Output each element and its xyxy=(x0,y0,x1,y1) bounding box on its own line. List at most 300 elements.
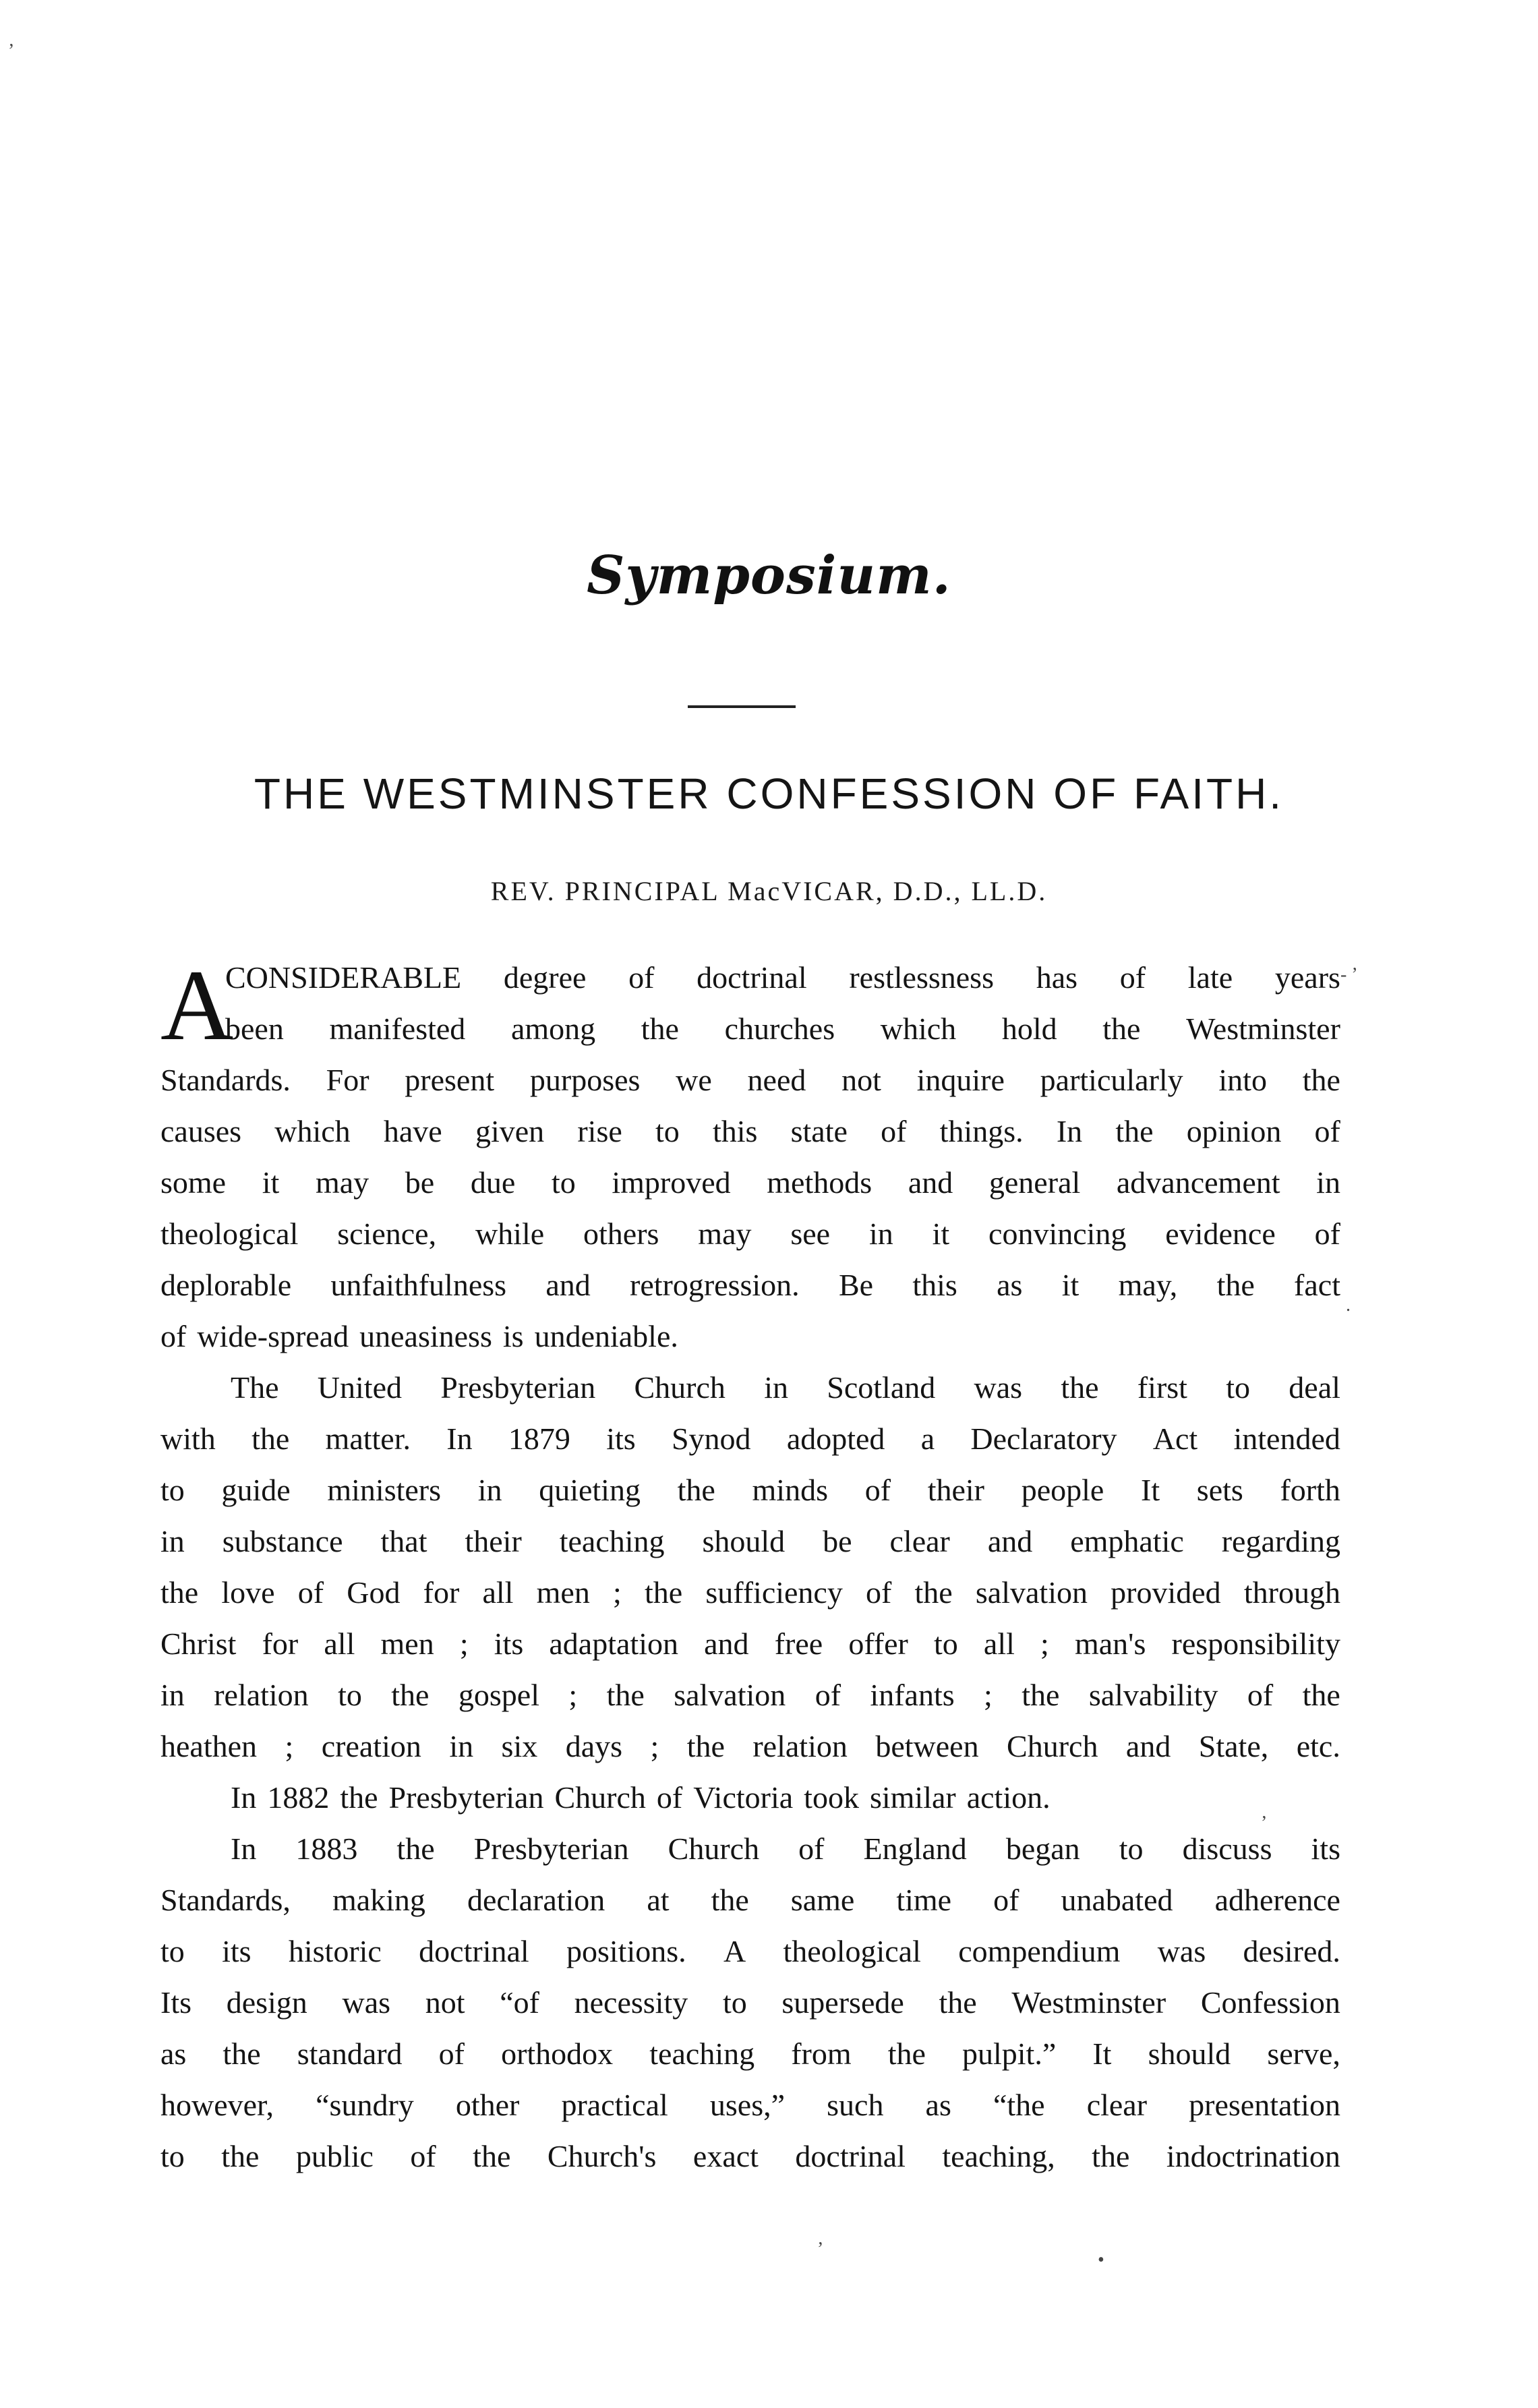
word: improved xyxy=(612,1165,731,1200)
word: Westminster xyxy=(1011,1985,1166,2020)
article-author: REV. PRINCIPAL MacVICAR, D.D., LL.D. xyxy=(490,876,1048,906)
word: into xyxy=(1218,1063,1267,1097)
word: restlessness xyxy=(849,960,994,995)
word: and xyxy=(545,1268,591,1302)
word: the xyxy=(1092,2139,1130,2173)
word: action. xyxy=(966,1780,1051,1815)
word: to xyxy=(722,1985,747,2020)
word: teaching xyxy=(649,2036,755,2071)
word: historic xyxy=(288,1934,382,1968)
word: others xyxy=(583,1216,659,1251)
word: relation xyxy=(214,1678,309,1712)
word: Presbyterian xyxy=(440,1370,596,1405)
word: the xyxy=(1302,1678,1340,1712)
word: Victoria xyxy=(693,1780,794,1815)
word: of xyxy=(297,1575,324,1610)
scan-speck: • xyxy=(1098,2250,1104,2270)
word: necessity xyxy=(574,1985,688,2020)
word: adopted xyxy=(786,1421,885,1456)
word: of xyxy=(881,1114,907,1148)
word: not xyxy=(425,1985,465,2020)
word: of xyxy=(1119,960,1146,995)
text-line xyxy=(160,1106,1340,1157)
word: the xyxy=(914,1575,953,1610)
word: methods xyxy=(767,1165,872,1200)
word: the xyxy=(686,1729,725,1763)
word: presentation xyxy=(1189,2088,1340,2122)
word: clear xyxy=(889,1524,950,1558)
word: in xyxy=(764,1370,788,1405)
word: the xyxy=(1061,1370,1099,1405)
word: to xyxy=(551,1165,576,1200)
word: purposes xyxy=(529,1063,641,1097)
word: salvability xyxy=(1088,1678,1218,1712)
word: Church xyxy=(554,1780,646,1815)
word: doctrinal xyxy=(419,1934,529,1968)
word: A xyxy=(723,1934,746,1968)
word: began xyxy=(1005,1831,1080,1866)
word: between xyxy=(875,1729,979,1763)
word: undeniable. xyxy=(534,1319,678,1353)
word: in xyxy=(449,1729,474,1763)
word: matter. xyxy=(325,1421,411,1456)
word: gospel xyxy=(458,1678,539,1712)
word: advancement xyxy=(1116,1165,1280,1200)
text-line xyxy=(160,2028,1340,2080)
word: present xyxy=(405,1063,495,1097)
word: ; xyxy=(650,1729,659,1763)
text-line xyxy=(160,1413,1340,1465)
word: desired. xyxy=(1243,1934,1340,1968)
word: days xyxy=(565,1729,623,1763)
word: to xyxy=(934,1626,958,1661)
word: six xyxy=(501,1729,538,1763)
word: In xyxy=(446,1421,473,1456)
word: State, xyxy=(1198,1729,1269,1763)
word: time xyxy=(896,1883,952,1917)
word: 1883 xyxy=(295,1831,358,1866)
word: the xyxy=(223,2036,261,2071)
word: ; xyxy=(459,1626,469,1661)
text-line xyxy=(160,1618,1340,1670)
word: in xyxy=(160,1678,185,1712)
word: teaching xyxy=(559,1524,665,1558)
word: to xyxy=(1119,1831,1144,1866)
word: Church xyxy=(634,1370,726,1405)
word: minds xyxy=(752,1473,828,1507)
word: creation xyxy=(321,1729,421,1763)
scan-speck: ’ xyxy=(817,2239,824,2260)
word: was xyxy=(1157,1934,1206,1968)
word: its xyxy=(606,1421,636,1456)
word: adaptation xyxy=(549,1626,678,1661)
word: the xyxy=(1102,1011,1141,1046)
word: be xyxy=(823,1524,852,1558)
text-line xyxy=(160,1003,1340,1055)
word: in xyxy=(1316,1165,1340,1200)
word: however, xyxy=(160,2088,274,2122)
word: unabated xyxy=(1061,1883,1173,1917)
word: its xyxy=(494,1626,524,1661)
word: responsibility xyxy=(1171,1626,1340,1661)
word: love xyxy=(221,1575,275,1610)
word: God xyxy=(347,1575,401,1610)
word: Confession xyxy=(1200,1985,1340,2020)
word: indoctrination xyxy=(1166,2139,1340,2173)
word: have xyxy=(383,1114,442,1148)
word: In xyxy=(231,1780,257,1815)
word: of xyxy=(410,2139,436,2173)
text-line xyxy=(160,1055,1340,1106)
word: hold xyxy=(1001,1011,1057,1046)
word: of xyxy=(656,1780,683,1815)
word: men xyxy=(380,1626,434,1661)
word: the xyxy=(887,2036,926,2071)
word: some xyxy=(160,1165,227,1200)
word: It xyxy=(1141,1473,1160,1507)
word: due xyxy=(470,1165,516,1200)
word: the xyxy=(391,1678,430,1712)
word: of xyxy=(1314,1114,1340,1148)
word: ministers xyxy=(327,1473,442,1507)
word: discuss xyxy=(1182,1831,1272,1866)
word: we xyxy=(676,1063,712,1097)
word: Its xyxy=(160,1985,191,2020)
word: of xyxy=(866,1575,892,1610)
word: a xyxy=(920,1421,935,1456)
word: man's xyxy=(1074,1626,1146,1661)
word: same xyxy=(790,1883,855,1917)
scan-speck: . xyxy=(1346,1295,1351,1316)
text-line xyxy=(160,2080,1340,2131)
text-line xyxy=(160,1926,1340,1977)
word: should xyxy=(702,1524,786,1558)
paragraph xyxy=(160,1823,1340,2182)
text-line xyxy=(160,1670,1340,1721)
word: of xyxy=(864,1473,891,1507)
word: such xyxy=(827,2088,884,2122)
paragraph xyxy=(160,1362,1340,1772)
word: with xyxy=(160,1421,216,1456)
word: science, xyxy=(337,1216,437,1251)
text-line xyxy=(160,1567,1340,1618)
word: the xyxy=(1216,1268,1255,1302)
word: regarding xyxy=(1221,1524,1340,1558)
word: Presbyterian xyxy=(388,1780,544,1815)
word: clear xyxy=(1086,2088,1148,2122)
word: standard xyxy=(297,2036,403,2071)
word: uses,” xyxy=(709,2088,786,2122)
word: adherence xyxy=(1214,1883,1340,1917)
word: see xyxy=(790,1216,831,1251)
word: was xyxy=(342,1985,391,2020)
word: intended xyxy=(1233,1421,1340,1456)
word: fact xyxy=(1294,1268,1340,1302)
text-line xyxy=(160,1823,1340,1875)
word: offer xyxy=(848,1626,908,1661)
word: 1882 xyxy=(267,1780,330,1815)
word: Scotland xyxy=(827,1370,936,1405)
word: unfaithfulness xyxy=(330,1268,507,1302)
word: making xyxy=(332,1883,425,1917)
word: it xyxy=(262,1165,280,1200)
word: guide xyxy=(221,1473,291,1507)
text-line xyxy=(160,2131,1340,2182)
scan-speck: - ’ xyxy=(1340,964,1358,985)
word: salvation xyxy=(674,1678,786,1712)
word: from xyxy=(791,2036,852,2071)
word: Declaratory xyxy=(970,1421,1117,1456)
word: the xyxy=(160,1575,199,1610)
word: ; xyxy=(568,1678,578,1712)
word: of xyxy=(798,1831,825,1866)
word: Act xyxy=(1152,1421,1198,1456)
word: Church xyxy=(1007,1729,1098,1763)
word: Standards. xyxy=(160,1063,291,1097)
text-line xyxy=(160,1157,1340,1208)
word: for xyxy=(423,1575,460,1610)
word: to xyxy=(1226,1370,1251,1405)
word: may xyxy=(315,1165,369,1200)
page-title: Symposium. xyxy=(587,545,951,606)
word: churches xyxy=(724,1011,835,1046)
word: the xyxy=(221,2139,260,2173)
word: similar xyxy=(869,1780,956,1815)
word: among xyxy=(510,1011,596,1046)
word: infants xyxy=(870,1678,955,1712)
word: theological xyxy=(160,1216,299,1251)
word: the xyxy=(606,1678,645,1712)
text-line xyxy=(160,1362,1340,1413)
word: the xyxy=(644,1575,683,1610)
word: which xyxy=(880,1011,957,1046)
word: the xyxy=(1302,1063,1340,1097)
word: Church's xyxy=(547,2139,657,2173)
word: ; xyxy=(1040,1626,1049,1661)
word: heathen xyxy=(160,1729,258,1763)
word: may, xyxy=(1118,1268,1178,1302)
word: Church xyxy=(668,1831,760,1866)
word: sufficiency xyxy=(705,1575,843,1610)
word: the xyxy=(711,1883,749,1917)
word: emphatic xyxy=(1070,1524,1184,1558)
scan-speck: ’ xyxy=(8,40,15,61)
word: their xyxy=(465,1524,522,1558)
word: rise xyxy=(577,1114,622,1148)
word: Be xyxy=(838,1268,874,1302)
word: practical xyxy=(561,2088,668,2122)
line-text xyxy=(225,952,1340,1003)
word: as xyxy=(925,2088,951,2122)
word: Christ xyxy=(160,1626,237,1661)
word: forth xyxy=(1280,1473,1340,1507)
text-line xyxy=(160,1721,1340,1772)
word: and xyxy=(987,1524,1033,1558)
word: the xyxy=(1115,1114,1154,1148)
text-line xyxy=(160,1260,1340,1311)
word: the xyxy=(1022,1678,1060,1712)
word: and xyxy=(704,1626,749,1661)
word: general xyxy=(988,1165,1081,1200)
word: “of xyxy=(500,1985,539,2020)
word: to xyxy=(338,1678,362,1712)
word: orthodox xyxy=(501,2036,614,2071)
word: of xyxy=(1247,1678,1274,1712)
word: Presbyterian xyxy=(473,1831,629,1866)
word: 1879 xyxy=(508,1421,570,1456)
word: the xyxy=(939,1985,977,2020)
word: The xyxy=(231,1370,279,1405)
word: while xyxy=(475,1216,545,1251)
word: CONSIDERABLE xyxy=(225,960,462,995)
word: to xyxy=(160,1473,185,1507)
text-line xyxy=(160,1311,1340,1362)
text-line xyxy=(160,1772,1340,1823)
word: doctrinal xyxy=(697,960,807,995)
word: teaching, xyxy=(942,2139,1055,2173)
word: quieting xyxy=(539,1473,641,1507)
word: things. xyxy=(939,1114,1024,1148)
word: “the xyxy=(993,2088,1045,2122)
word: through xyxy=(1243,1575,1340,1610)
word: particularly xyxy=(1040,1063,1183,1097)
word: “sundry xyxy=(316,2088,414,2122)
word: deplorable xyxy=(160,1268,292,1302)
word: this xyxy=(712,1114,758,1148)
word: which xyxy=(274,1114,351,1148)
word: provided xyxy=(1111,1575,1221,1610)
word: as xyxy=(997,1268,1023,1302)
word: other xyxy=(455,2088,520,2122)
word: may xyxy=(698,1216,752,1251)
word: It xyxy=(1092,2036,1112,2071)
word: it xyxy=(932,1216,950,1251)
word: salvation xyxy=(975,1575,1088,1610)
word: the xyxy=(677,1473,715,1507)
text-line xyxy=(160,1875,1340,1926)
word: their xyxy=(927,1473,984,1507)
word: England xyxy=(863,1831,967,1866)
word: all xyxy=(983,1626,1015,1661)
word: and xyxy=(908,1165,953,1200)
word: design xyxy=(226,1985,307,2020)
word: doctrinal xyxy=(795,2139,906,2173)
word: its xyxy=(1311,1831,1340,1866)
text-line xyxy=(160,1465,1340,1516)
word: state xyxy=(790,1114,848,1148)
word: the xyxy=(340,1780,378,1815)
article-body xyxy=(160,949,1340,2182)
word: be xyxy=(405,1165,435,1200)
word: convincing xyxy=(988,1216,1127,1251)
word: to xyxy=(160,1934,185,1968)
word: United xyxy=(317,1370,402,1405)
word: the xyxy=(473,2139,511,2173)
word: the xyxy=(641,1011,679,1046)
word: to xyxy=(160,2139,185,2173)
word: to xyxy=(655,1114,680,1148)
word: substance xyxy=(222,1524,343,1558)
word: the xyxy=(396,1831,435,1866)
word: wide-spread xyxy=(197,1319,349,1353)
word: compendium xyxy=(958,1934,1121,1968)
word: been xyxy=(225,1011,284,1046)
word: as xyxy=(160,2036,187,2071)
title-divider xyxy=(688,705,796,708)
word: at xyxy=(647,1883,670,1917)
word: took xyxy=(804,1780,859,1815)
word: ; xyxy=(984,1678,993,1712)
word: In xyxy=(1056,1114,1083,1148)
word: uneasiness xyxy=(359,1319,492,1353)
word: people xyxy=(1021,1473,1104,1507)
word: Westminster xyxy=(1186,1011,1340,1046)
word: was xyxy=(974,1370,1023,1405)
word: manifested xyxy=(329,1011,466,1046)
word: given xyxy=(475,1114,545,1148)
word: theological xyxy=(783,1934,921,1968)
word: For xyxy=(326,1063,369,1097)
article-heading: THE WESTMINSTER CONFESSION OF FAITH. xyxy=(254,769,1284,818)
word: that xyxy=(380,1524,427,1558)
word: it xyxy=(1061,1268,1079,1302)
word: declaration xyxy=(467,1883,605,1917)
word: is xyxy=(502,1319,524,1353)
word: In xyxy=(231,1831,257,1866)
word: Standards, xyxy=(160,1883,291,1917)
paragraph xyxy=(160,949,1340,1362)
word: should xyxy=(1148,2036,1231,2071)
word: of xyxy=(628,960,655,995)
word: has xyxy=(1036,960,1078,995)
word: men xyxy=(536,1575,590,1610)
word: degree xyxy=(503,960,587,995)
word: positions. xyxy=(566,1934,686,1968)
word: sets xyxy=(1196,1473,1243,1507)
word: years xyxy=(1274,960,1340,995)
word: in xyxy=(477,1473,502,1507)
text-line xyxy=(160,1977,1340,2028)
word: evidence xyxy=(1165,1216,1276,1251)
word: need xyxy=(747,1063,806,1097)
word: retrogression. xyxy=(630,1268,800,1302)
word: not xyxy=(841,1063,881,1097)
word: of xyxy=(993,1883,1019,1917)
word: all xyxy=(324,1626,355,1661)
word: etc. xyxy=(1296,1729,1340,1763)
word: opinion xyxy=(1186,1114,1282,1148)
word: deal xyxy=(1289,1370,1340,1405)
word: relation xyxy=(752,1729,848,1763)
word: and xyxy=(1125,1729,1171,1763)
word: the xyxy=(252,1421,290,1456)
word: late xyxy=(1187,960,1233,995)
paragraph xyxy=(160,1772,1340,1823)
word: free xyxy=(774,1626,823,1661)
word: Synod xyxy=(671,1421,751,1456)
text-line xyxy=(160,1208,1340,1260)
word: serve, xyxy=(1267,2036,1340,2071)
word: first xyxy=(1137,1370,1187,1405)
word: ; xyxy=(613,1575,622,1610)
word: of xyxy=(160,1319,187,1353)
word: in xyxy=(868,1216,893,1251)
word: in xyxy=(160,1524,185,1558)
word: all xyxy=(482,1575,514,1610)
word: inquire xyxy=(916,1063,1005,1097)
word: supersede xyxy=(781,1985,904,2020)
word: exact xyxy=(692,2139,759,2173)
